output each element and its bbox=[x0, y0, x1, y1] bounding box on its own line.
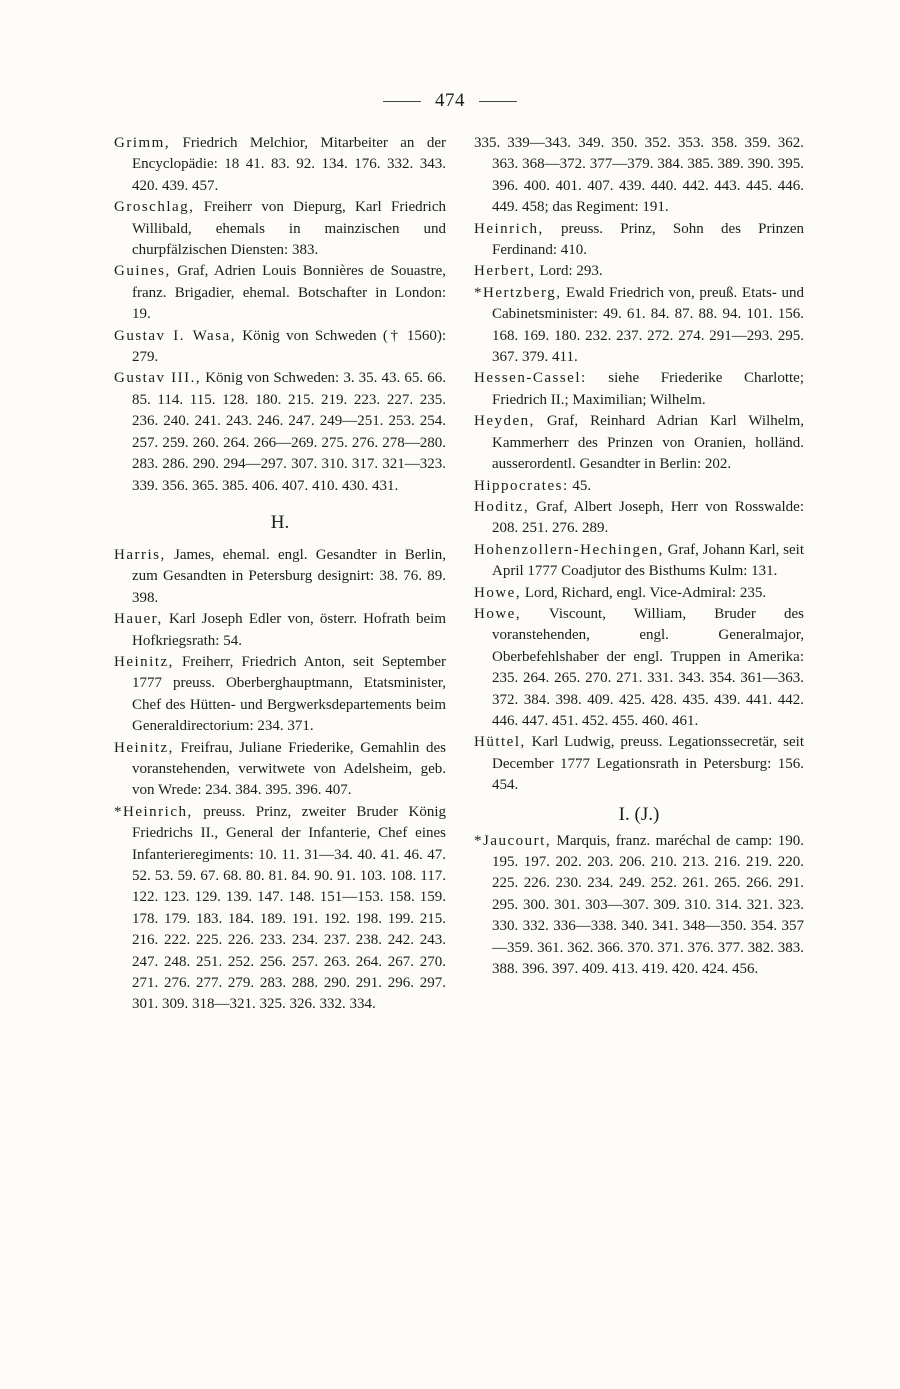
entry-text: Ewald Friedrich von, preuß. Etats- und Cabinetsminister: 49. 61. 84. 87. 88. 94. 101. 156. 168. 169. 180. 232. 237. 272. 274. 291—293. 295. 367. 379. 411. bbox=[492, 284, 804, 366]
entry-headword: Howe, bbox=[474, 605, 522, 622]
entry-headword: Grimm, bbox=[114, 135, 171, 151]
entry-text: preuss. Prinz, Sohn des Prinzen Ferdinand: 410. bbox=[492, 220, 804, 259]
index-entry bbox=[474, 283, 804, 369]
index-entry bbox=[114, 545, 446, 609]
entry-headword: Heinrich, bbox=[474, 220, 544, 237]
index-entry bbox=[114, 609, 446, 652]
entry-text: Freifrau, Juliane Friederike, Gemahlin des voranstehenden, verwitwete von Adelsheim, geb. von Wrede: 234. 384. 395. 396. 407. bbox=[132, 739, 446, 799]
entry-headword: Hauer, bbox=[114, 611, 163, 628]
index-entry bbox=[474, 261, 804, 282]
entry-headword: Heinitz, bbox=[114, 653, 174, 670]
header-rule-right bbox=[479, 101, 517, 102]
index-entry bbox=[474, 583, 804, 604]
entry-headword: *Jaucourt, bbox=[474, 832, 552, 849]
page-number: 474 bbox=[435, 90, 465, 111]
entry-text: Graf, Adrien Louis Bonnières de Souastre, franz. Brigadier, ehemal. Botschafter in London: 19. bbox=[132, 263, 446, 323]
page-header bbox=[0, 88, 900, 114]
entry-text: Friedrich Melchior, Mitarbeiter an der Encyclopädie: 18 41. 83. 92. 134. 176. 332. 343. 420. 439. 457. bbox=[132, 135, 446, 194]
index-entry bbox=[114, 326, 446, 369]
entry-text: siehe Friederike Charlotte; Friedrich II.; Maximilian; Wilhelm. bbox=[492, 370, 804, 408]
entry-text: James, ehemal. engl. Gesandter in Berlin, zum Gesandten in Petersburg designirt: 38. 76. 89. 398. bbox=[132, 546, 446, 606]
entry-text: König von Schweden: 3. 35. 43. 65. 66. 85. 114. 115. 128. 180. 215. 219. 223. 227. 235. 236. 240. 241. 243. 246. 247. 249—251. 253. 254. 257. 259. 260. 264. 266—269. 275. 276. 278—280. 283. 286. 290. 294—297. 307. 310. 317. 321—323. 339. 356. 365. 385. 406. 407. 410. 430. 431. bbox=[132, 370, 446, 494]
entry-headword: Hüttel, bbox=[474, 734, 526, 751]
index-entry bbox=[114, 368, 446, 496]
index-entry bbox=[474, 411, 804, 475]
index-entry bbox=[114, 261, 446, 325]
entry-headword: Hohenzollern-Hechingen, bbox=[474, 541, 664, 558]
entry-text: Freiherr von Diepurg, Karl Friedrich Willibald, ehemals in mainzischen und churpfälzischen Diensten: 383. bbox=[132, 199, 446, 259]
entry-headword: *Heinrich, bbox=[114, 803, 193, 820]
index-entry bbox=[474, 497, 804, 540]
entry-headword: Heyden, bbox=[474, 413, 535, 430]
entry-headword: Herbert, bbox=[474, 263, 536, 280]
section-heading-i: I. (J.) bbox=[618, 803, 660, 825]
index-entry bbox=[474, 540, 804, 583]
entry-text: Karl Ludwig, preuss. Legationssecretär, seit December 1777 Legationsrath in Petersburg: 156. 454. bbox=[492, 734, 804, 794]
entry-headword: Gustav I. Wasa, bbox=[114, 327, 236, 344]
entry-text: Viscount, William, Bruder des voranstehenden, engl. Generalmajor, Oberbefehlshaber der engl. Truppen in Amerika: 235. 264. 265. 270. 271. 331. 343. 354. 361—363. 372. 384. 398. 409. 425. 428. 435. 439. 441. 442. 446. 447. 451. 452. 455. 460. 461. bbox=[492, 605, 804, 729]
entry-text: Freiherr, Friedrich Anton, seit September 1777 preuss. Oberberghauptmann, Etatsminister, Chef des Hütten- und Bergwerksdepartements beim Generaldirectorium: 234. 371. bbox=[132, 653, 446, 735]
entry-headword: Groschlag, bbox=[114, 199, 195, 216]
entry-text: Lord, Richard, engl. Vice-Admiral: 235. bbox=[521, 584, 767, 601]
index-entry bbox=[474, 831, 804, 981]
entry-text: 45. bbox=[568, 477, 592, 494]
entry-text: Graf, Albert Joseph, Herr von Rosswalde: 208. 251. 276. 289. bbox=[492, 498, 804, 537]
index-entry bbox=[474, 368, 804, 411]
entry-text: Karl Joseph Edler von, österr. Hofrath beim Hofkriegsrath: 54. bbox=[132, 611, 446, 649]
entry-text: Lord: 293. bbox=[535, 263, 603, 280]
entry-headword: Hessen-Cassel: bbox=[474, 370, 587, 387]
index-entry bbox=[474, 219, 804, 262]
entry-text: Graf, Johann Karl, seit April 1777 Coadjutor des Bisthums Kulm: 131. bbox=[492, 541, 804, 580]
entry-headword: Heinitz, bbox=[114, 739, 174, 756]
entry-headword: Harris, bbox=[114, 546, 166, 563]
entry-text: König von Schweden († 1560): 279. bbox=[132, 327, 446, 366]
entry-text: Marquis, franz. maréchal de camp: 190. 195. 197. 202. 203. 206. 210. 213. 216. 219. 220. 225. 226. 230. 234. 249. 252. 261. 265. 266. 291. 295. 300. 301. 303—307. 309. 310. 314. 321. 323. 330. 332. 336—338. 340. 341. 348—350. 354. 357—359. 361. 362. 366. 370. 371. 376. 377. 382. 383. 388. 396. 397. 409. 413. 419. 420. 424. 456. bbox=[492, 832, 804, 978]
index-entry bbox=[114, 133, 446, 197]
entry-text: 335. 339—343. 349. 350. 352. 353. 358. 359. 362. 363. 368—372. 377—379. 384. 385. 389. 390. 395. 396. 400. 401. 407. 439. 440. 442. 443. 445. 446. 449. 458; das Regiment: 191. bbox=[474, 135, 804, 216]
index-entry bbox=[114, 802, 446, 1016]
header-rule-left bbox=[383, 101, 421, 102]
entry-text: preuss. Prinz, zweiter Bruder König Friedrichs II., General der Infanterie, Chef eines Infanterieregiments: 10. 11. 31—34. 40. 41. 46. 47. 52. 53. 59. 67. 68. 80. 81. 84. 90. 91. 103. 108. 117. 122. 123. 129. 139. 147. 148. 151—153. 158. 159. 178. 179. 183. 184. 189. 191. 192. 198. 199. 215. 216. 222. 225. 226. 233. 234. 237. 238. 242. 243. 247. 248. 251. 252. 256. 257. 263. 264. 267. 270. 271. 276. 277. 279. 283. 288. 290. 291. 296. 297. 301. 309. 318—321. 325. 326. 332. 334. bbox=[132, 803, 446, 1013]
index-entry bbox=[474, 732, 804, 796]
index-column-left bbox=[114, 133, 446, 1016]
index-entry bbox=[474, 604, 804, 732]
index-entry bbox=[474, 476, 804, 497]
entry-headword: Hippocrates: bbox=[474, 477, 569, 494]
section-heading-h: H. bbox=[270, 511, 290, 533]
entry-headword: *Hertzberg, bbox=[474, 284, 562, 301]
index-entry bbox=[114, 738, 446, 802]
entry-headword: Howe, bbox=[474, 584, 522, 601]
entry-headword: Hoditz, bbox=[474, 498, 530, 515]
index-entry bbox=[114, 652, 446, 738]
index-column-right bbox=[474, 133, 804, 980]
entry-headword: Gustav III., bbox=[114, 370, 202, 387]
index-entry bbox=[114, 197, 446, 261]
index-entry-continued bbox=[474, 133, 804, 219]
entry-headword: Guines, bbox=[114, 263, 171, 280]
entry-text: Graf, Reinhard Adrian Karl Wilhelm, Kammerherr des Prinzen von Oranien, holländ. ausserordentl. Gesandter in Berlin: 202. bbox=[492, 413, 804, 473]
